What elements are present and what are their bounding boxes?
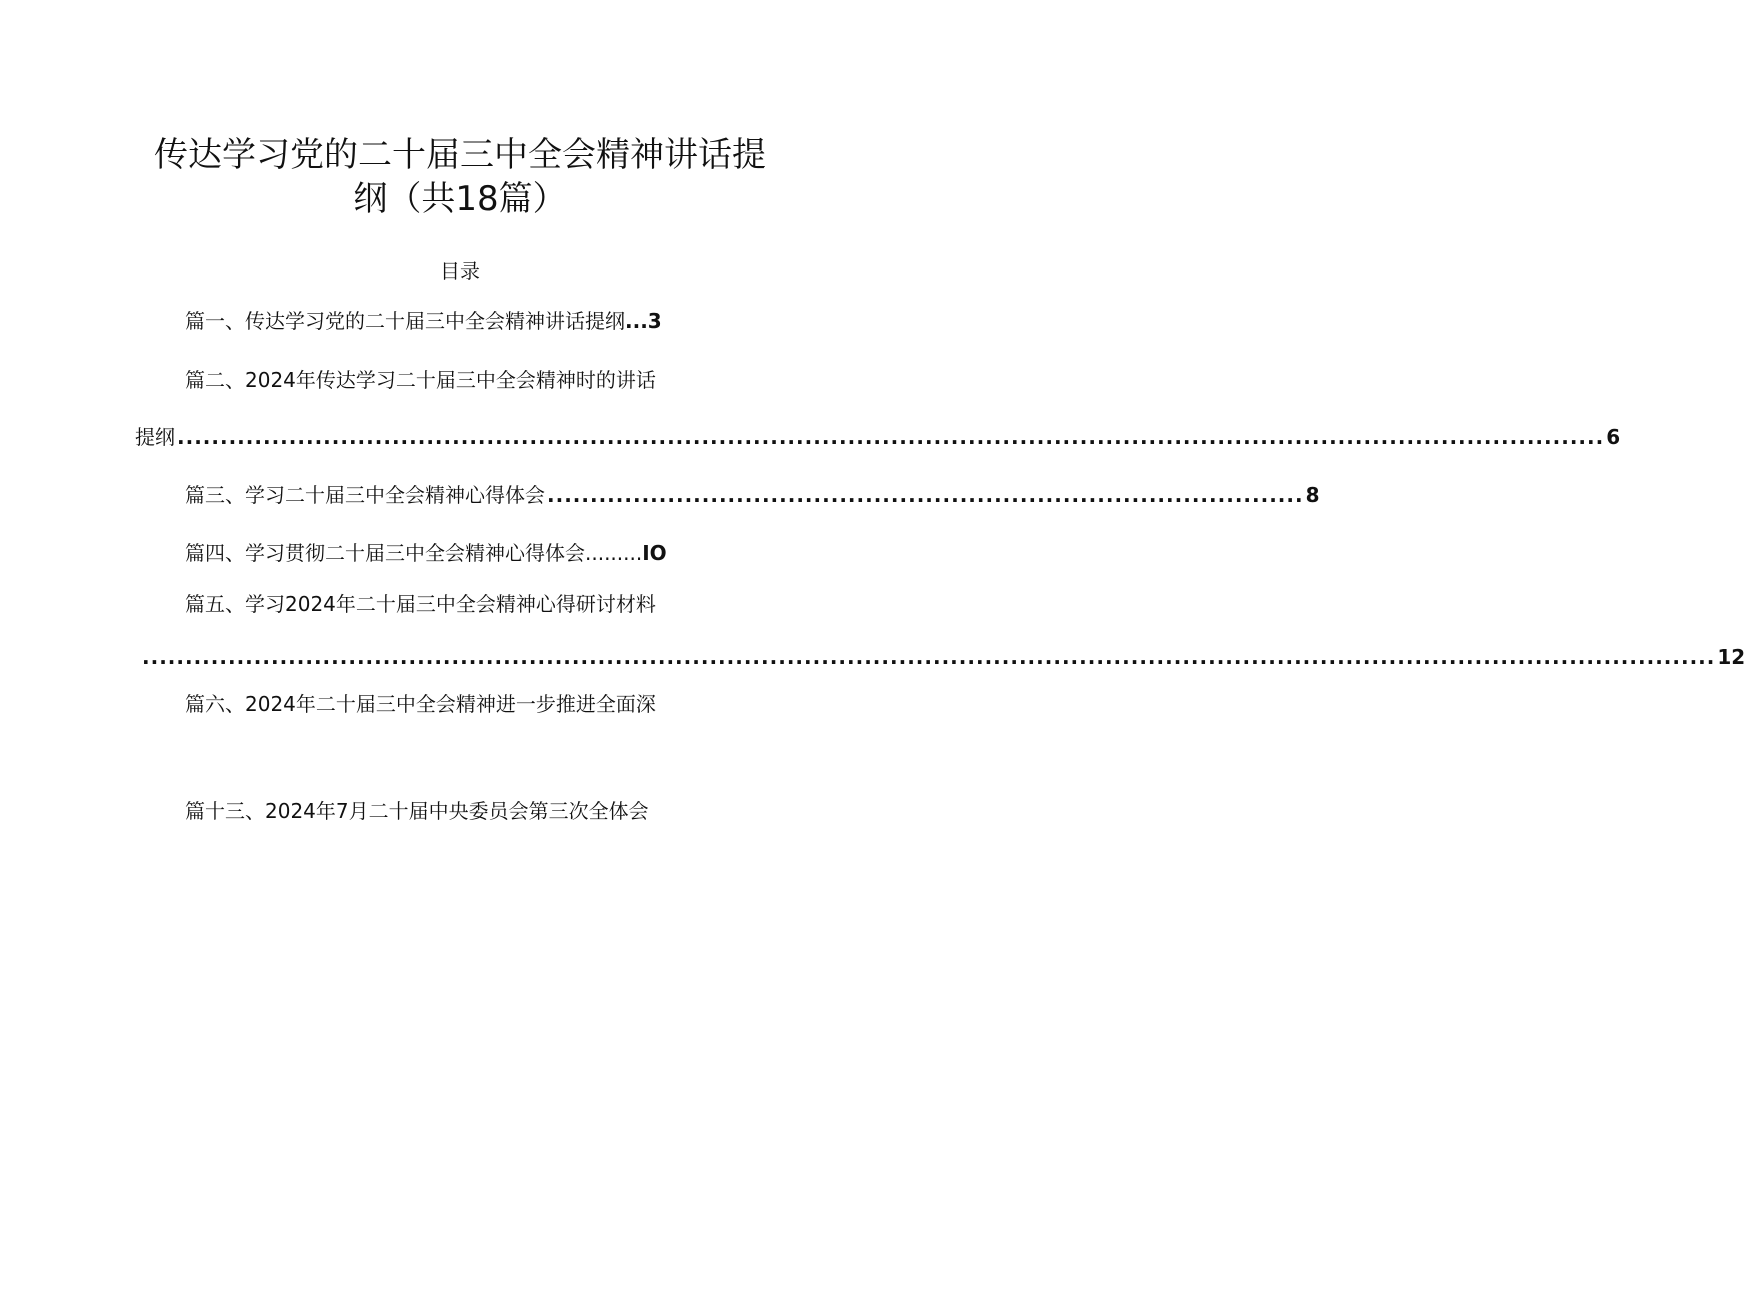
toc-item-2-text: 篇二、2024年传达学习二十届三中全会精神时的讲话 [185, 368, 656, 392]
toc-item-5-line-2[interactable] [142, 643, 1745, 671]
toc-item-2-line-1[interactable] [185, 366, 656, 394]
document-title-line-1: 传达学习党的二十届三中全会精神讲话提 [154, 135, 766, 175]
toc-item-1[interactable] [185, 307, 662, 335]
toc-item-4-page: IO [642, 541, 667, 565]
toc-item-1-text: 篇一、传达学习党的二十届三中全会精神讲话提纲 [185, 309, 625, 333]
document-title-line-2: 纲（共18篇） [353, 179, 567, 219]
toc-item-6[interactable] [185, 690, 656, 718]
toc-item-13[interactable] [185, 797, 649, 825]
toc-item-5-text: 篇五、学习2024年二十届三中全会精神心得研讨材料 [185, 592, 656, 616]
toc-item-1-leader: ... [625, 309, 648, 333]
toc-item-4-leader: ......... [585, 541, 643, 565]
toc-item-13-text: 篇十三、2024年7月二十届中央委员会第三次全体会 [185, 799, 649, 823]
toc-item-2-text-cont: 提纲 [135, 425, 175, 449]
toc-item-4[interactable] [185, 539, 667, 567]
toc-item-4-text: 篇四、学习贯彻二十届三中全会精神心得体会 [185, 541, 585, 565]
toc-item-5-page: 12 [1717, 645, 1745, 669]
toc-item-3-text: 篇三、学习二十届三中全会精神心得体会 [185, 483, 545, 507]
toc-item-3[interactable] [185, 481, 1320, 509]
toc-item-2-page: 6 [1606, 425, 1621, 449]
toc-item-3-leader: ........................................................................................ [547, 483, 1304, 507]
toc-item-6-text: 篇六、2024年二十届三中全会精神进一步推进全面深 [185, 692, 656, 716]
toc-item-5-line-1[interactable] [185, 590, 656, 618]
toc-item-1-page: 3 [647, 309, 662, 333]
toc-item-5-leader: ....................................................................................................................................................................................... [142, 645, 1716, 669]
toc-item-2-leader: ...................................................................................................................................................................... [177, 425, 1605, 449]
toc-item-2-line-2[interactable] [135, 423, 1621, 451]
toc-item-3-page: 8 [1305, 483, 1320, 507]
toc-heading: 目录 [440, 259, 480, 283]
